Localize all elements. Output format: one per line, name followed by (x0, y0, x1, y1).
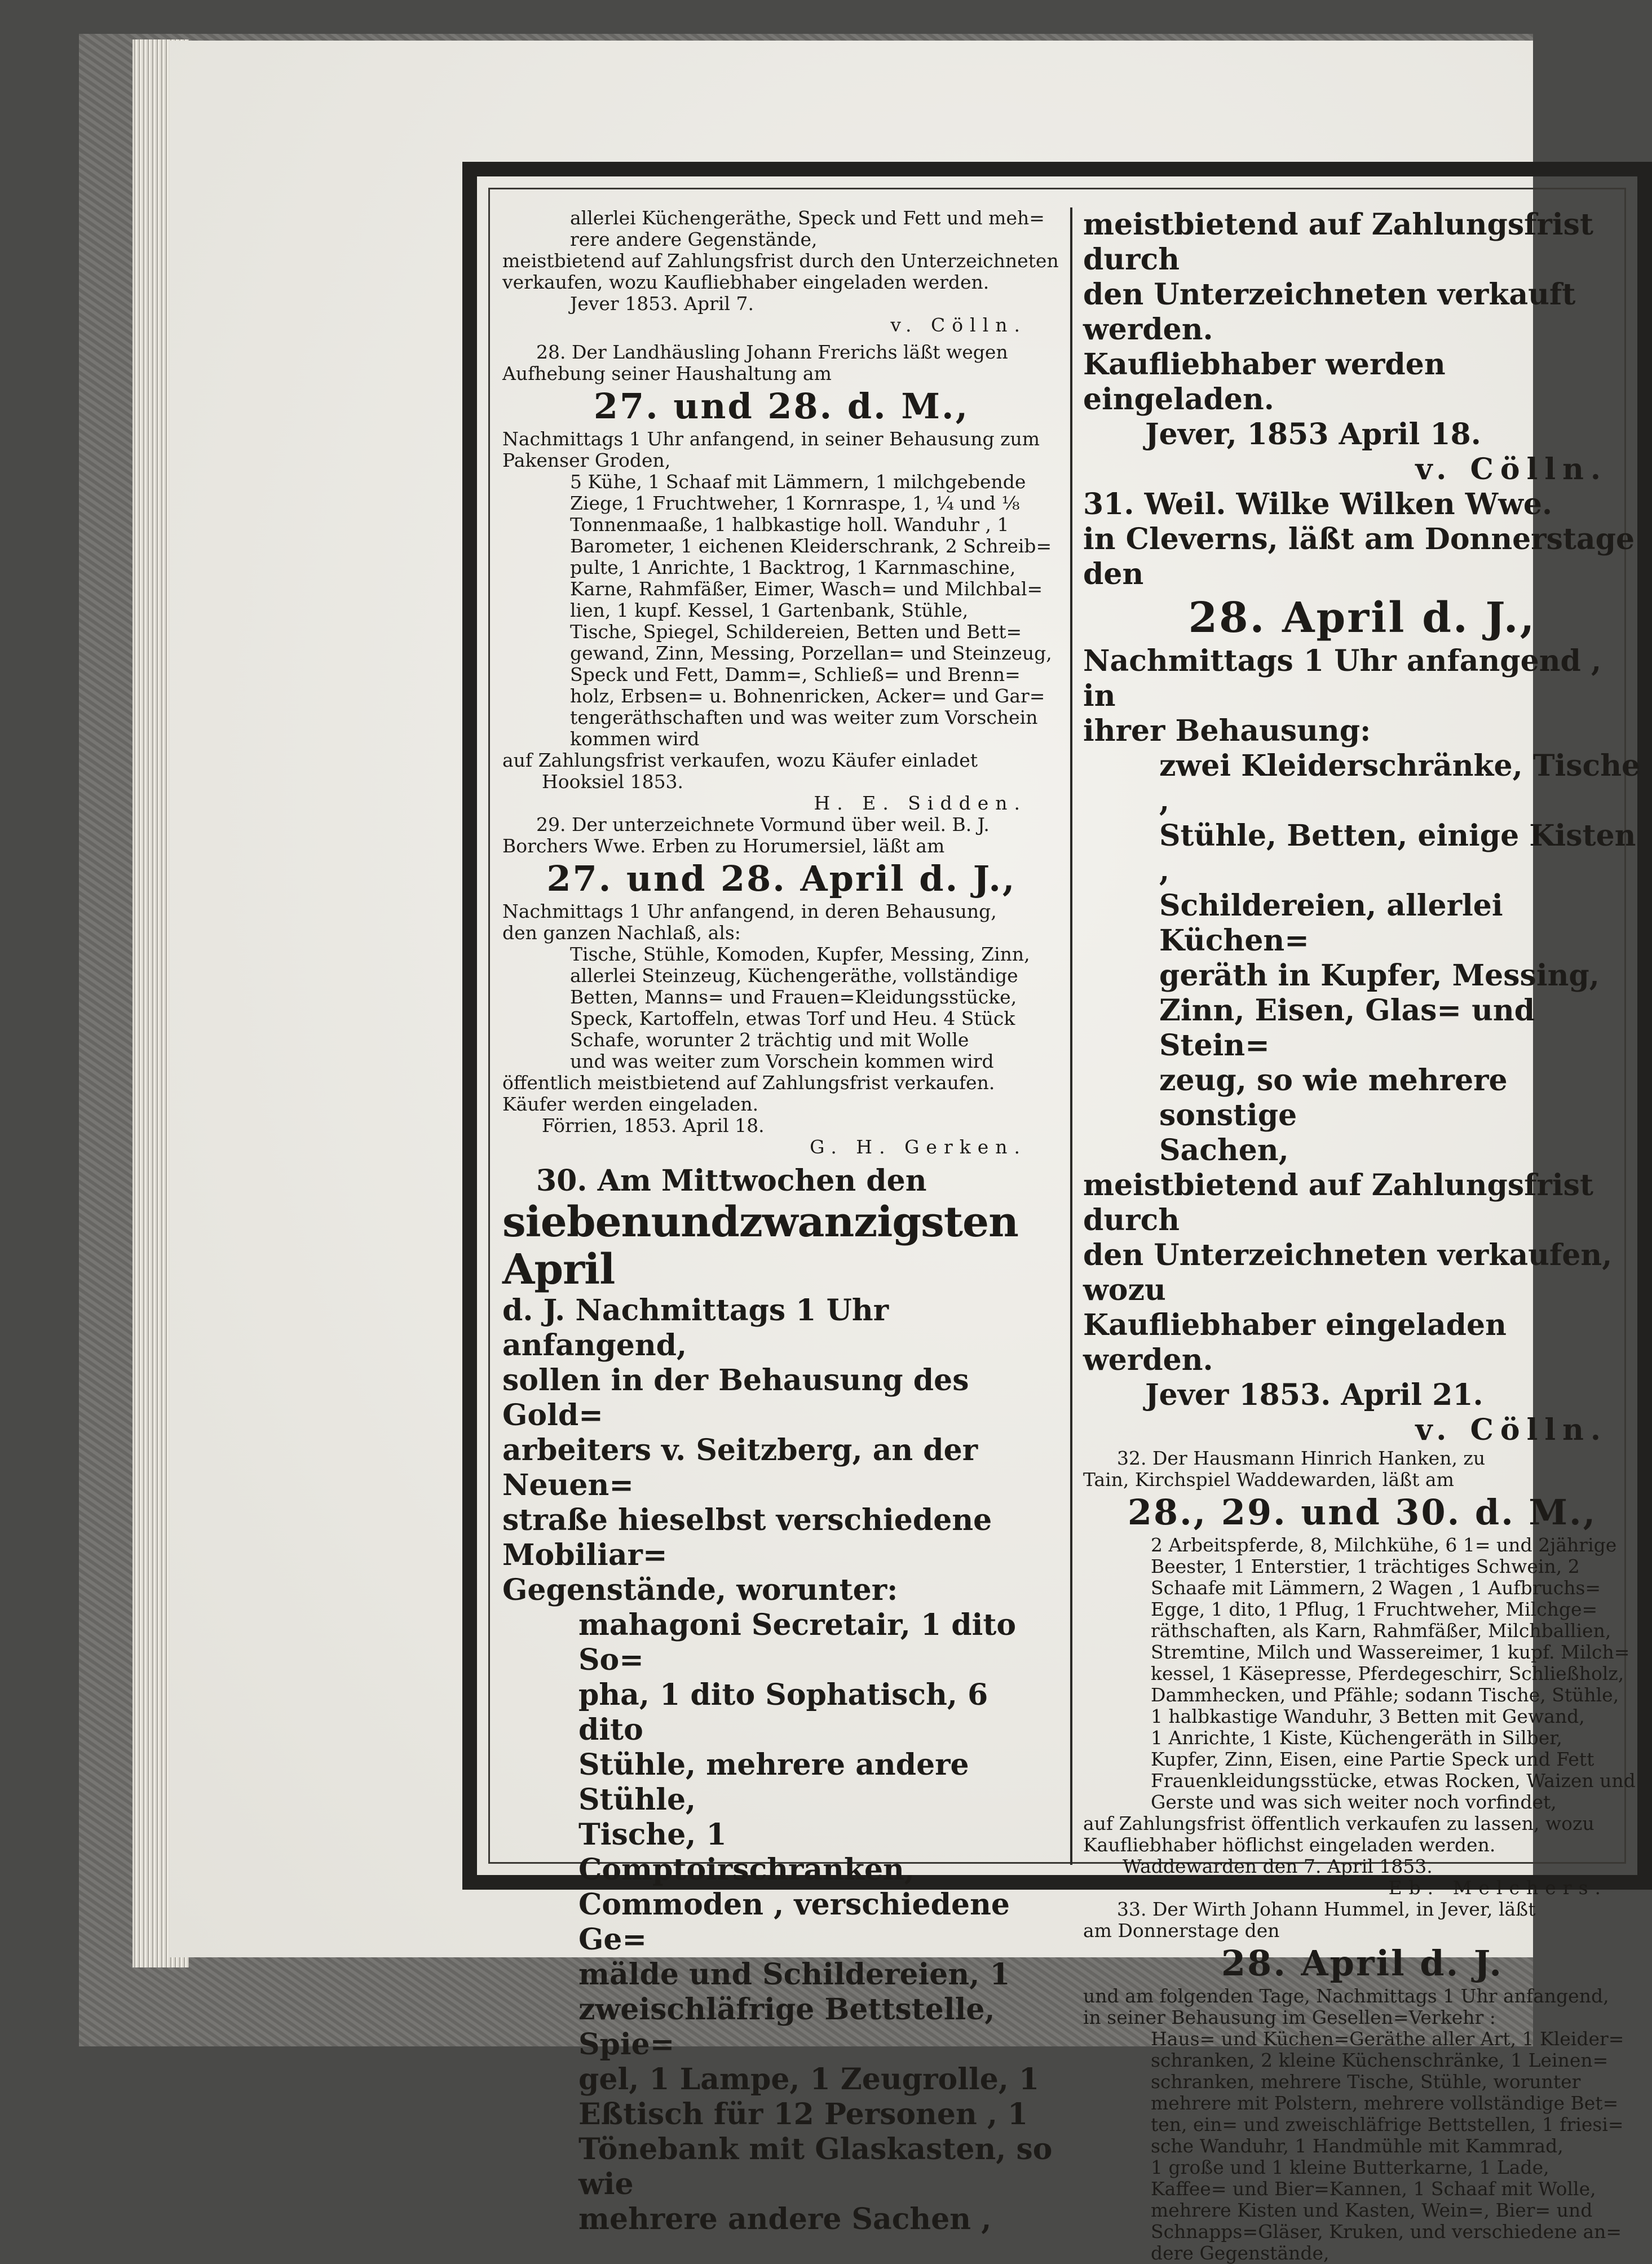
ad-32-place-date: Waddewarden den 7. April 1853. (1123, 1855, 1433, 1877)
ad-29-items: Tische, Stühle, Komoden, Kupfer, Messing, Zinn, allerlei Steinzeug, Küchengeräthe, vollständige Betten, Manns= und Frauen=Kleidungsstücke, Speck, Kartoffeln, etwas Torf und Heu. 4 Stück Schafe, worunter 2 trächtig und mit Wolle und was weiter zum Vorschein kommen wird (570, 943, 1030, 1072)
ad-31-closing: meistbietend auf Zahlungsfrist durch den Unterzeichneten verkaufen, wozu Kaufliebhaber eingeladen werden. (1083, 1168, 1613, 1377)
page-frame (462, 162, 1652, 2264)
ad-29-details: Nachmittags 1 Uhr anfangend, in deren Behausung, den ganzen Nachlaß, als: (502, 900, 997, 944)
ad-30-closing: meistbietend auf Zahlungsfrist durch den Unterzeichneten verkauft werden. Kaufliebhaber werden eingeladen. (1083, 207, 1593, 417)
page (169, 41, 1641, 2264)
ad-30-signature: v. Cölln. (1415, 452, 1607, 487)
ad-28-place-date: Hooksiel 1853. (542, 771, 684, 793)
ad-31-items: zwei Kleiderschränke, Tische , Stühle, Betten, einige Kisten , Schildereien, allerlei Küchen= geräth in Kupfer, Messing, Zinn, Eisen, Glas= und Stein= zeug, so wie mehrere sonstige Sachen, (1159, 749, 1641, 1168)
column-divider (1070, 207, 1072, 1865)
ad-31-signature: v. Cölln. (1415, 1413, 1607, 1447)
ad-31-date: 28. April d. J., (1188, 594, 1536, 642)
ad-32-intro: 32. Der Hausmann Hinrich Hanken, zu Tain, Kirchspiel Waddewarden, läßt am (1083, 1447, 1486, 1491)
ad-28-closing: auf Zahlungsfrist verkaufen, wozu Käufer einladet (502, 749, 978, 771)
ad-30-intro: 30. Am Mittwochen den (536, 1164, 927, 1198)
ad-33-details: und am folgenden Tage, Nachmittags 1 Uhr anfangend, in seiner Behausung im Gesellen=Verkehr : (1083, 1985, 1609, 2028)
ad-28-signature: H. E. Sidden. (814, 792, 1027, 814)
ad-31-details: Nachmittags 1 Uhr anfangend , in ihrer Behausung: (1083, 644, 1602, 748)
ad-29-date: 27. und 28. April d. J., (546, 858, 1017, 899)
ad-28-details: Nachmittags 1 Uhr anfangend, in seiner Behausung zum Pakenser Groden, (502, 428, 1040, 471)
ad-32-closing: auf Zahlungsfrist öffentlich verkaufen zu lassen, wozu Kaufliebhaber höflichst eingeladen werden. (1083, 1812, 1594, 1856)
ad-30-items: mahagoni Secretair, 1 dito So= pha, 1 dito Sophatisch, 6 dito Stühle, mehrere andere Stühle, Tische, 1 Comptoirschranken, Commoden , verschiedene Ge= mälde und Schildereien, 1 zweischläfrige Bettstelle, Spie= gel, 1 Lampe, 1 Zeugrolle, 1 Eßtisch für 12 Personen , 1 Tönebank mit Glaskasten, so wie mehrere andere Sachen , (578, 1608, 1053, 2236)
ad-27-items: allerlei Küchengeräthe, Speck und Fett und meh= rere andere Gegenstände, (570, 207, 1045, 250)
ad-27-signature: v. Cölln. (890, 314, 1027, 336)
ad-32-date: 28., 29. und 30. d. M., (1127, 1492, 1597, 1533)
ad-33-items: Haus= und Küchen=Geräthe aller Art, 1 Kleider= schranken, 2 kleine Küchenschränke, 1 Leinen= schranken, mehrere Tische, Stühle, worunter mehrere mit Polstern, mehrere vollständige Bet= ten, ein= und zweischläfrige Bettstellen, 1 friesi= sche Wanduhr, 1 Handmühle mit Kammrad, 1 große und 1 kleine Butterkarne, 1 Lade, Kaffee= und Bier=Kannen, 1 Schaaf mit Wolle, mehrere Kisten und Kasten, Wein=, Bier= und Schnapps=Gläser, Kruken, und verschiedene an= dere Gegenstände, (1151, 2028, 1624, 2264)
ad-30-place-date: Jever, 1853 April 18. (1145, 417, 1481, 452)
ad-29-place-date: Förrien, 1853. April 18. (542, 1115, 765, 1137)
ad-27-place-date: Jever 1853. April 7. (570, 293, 754, 315)
right-column (1083, 207, 1641, 2264)
ad-31-intro: 31. Weil. Wilke Wilken Wwe. in Cleverns, läßt am Donnerstage den (1083, 487, 1635, 591)
ad-28-date: 27. und 28. d. M., (593, 386, 970, 427)
ad-28-items: 5 Kühe, 1 Schaaf mit Lämmern, 1 milchgebende Ziege, 1 Fruchtweher, 1 Kornraspe, 1, ¼ und ⅛ Tonnenmaaße, 1 halbkastige holl. Wanduhr , 1 Barometer, 1 eichenen Kleiderschrank, 2 Schreib= pulte, 1 Anrichte, 1 Backtrog, 1 Karnmaschine, Karne, Rahmfäßer, Eimer, Wasch= und Milchbal= lien, 1 kupf. Kessel, 1 Gartenbank, Stühle, Tische, Spiegel, Schildereien, Betten und Bett= gewand, Zinn, Messing, Porzellan= und Steinzeug, Speck und Fett, Damm=, Schließ= und Brenn= holz, Erbsen= u. Bohnenricken, Acker= und Gar= tengeräthschaften und was weiter zum Vorschein kommen wird (570, 471, 1052, 750)
ad-32-signature: Eb. Melchers. (1388, 1877, 1607, 1899)
ad-31-place-date: Jever 1853. April 21. (1145, 1378, 1483, 1412)
ad-27-closing: meistbietend auf Zahlungsfrist durch den Unterzeichneten verkaufen, wozu Kaufliebhaber eingeladen werden. (502, 250, 1059, 293)
left-column (502, 207, 1061, 2236)
ad-33-date: 28. April d. J. (1221, 1943, 1503, 1984)
ad-32-items: 2 Arbeitspferde, 8, Milchkühe, 6 1= und 2jährige Beester, 1 Enterstier, 1 trächtiges Schwein, 2 Schaafe mit Lämmern, 2 Wagen , 1 Aufbruchs= Egge, 1 dito, 1 Pflug, 1 Fruchtweher, Milchge= räthschaften, als Karn, Rahmfäßer, Milchballien, Stremtine, Milch und Wassereimer, 1 kupf. Milch= kessel, 1 Käsepresse, Pferdegeschirr, Schließholz, Dammhecken, und Pfähle; sodann Tische, Stühle, 1 halbkastige Wanduhr, 3 Betten mit Gewand, 1 Anrichte, 1 Kiste, Küchengeräth in Silber, Kupfer, Zinn, Eisen, eine Partie Speck und Fett Frauenkleidungsstücke, etwas Rocken, Waizen und Gerste und was sich weiter noch vorfindet, (1151, 1534, 1636, 1813)
ad-29-closing: öffentlich meistbietend auf Zahlungsfrist verkaufen. Käufer werden eingeladen. (502, 1072, 995, 1115)
ad-29-intro: 29. Der unterzeichnete Vormund über weil. B. J. Borchers Wwe. Erben zu Horumersiel, läßt am (502, 813, 990, 857)
ad-30-details: d. J. Nachmittags 1 Uhr anfangend, sollen in der Behausung des Gold= arbeiters v. Seitzberg, an der Neuen= straße hieselbst verschiedene Mobiliar= Gegenstände, worunter: (502, 1293, 992, 1607)
ad-30-date: siebenundzwanzigsten April (502, 1198, 1018, 1294)
ad-33-intro: 33. Der Wirth Johann Hummel, in Jever, läßt am Donnerstage den (1083, 1898, 1536, 1942)
ad-29-signature: G. H. Gerken. (810, 1136, 1027, 1158)
ad-28-intro: 28. Der Landhäusling Johann Frerichs läßt wegen Aufhebung seiner Haushaltung am (502, 341, 1008, 384)
